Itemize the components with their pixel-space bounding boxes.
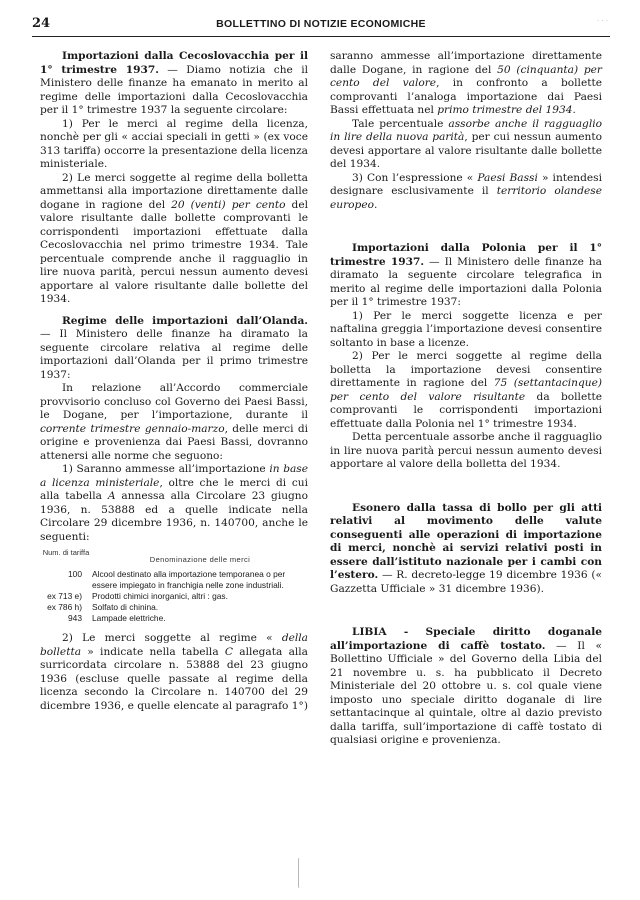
right-column bbox=[330, 50, 602, 748]
article-heading-cecoslovacchia: Importazioni dalla Cecoslovacchia per il 1° trimestre 1937. bbox=[40, 50, 308, 76]
table-row bbox=[40, 569, 308, 591]
goods-description: Solfato di chinina. bbox=[92, 602, 159, 612]
article-heading-olanda: Regime delle importazioni dall’Olanda. bbox=[62, 314, 308, 327]
article-cecoslovacchia-intro: Importazioni dalla Cecoslovacchia per il 1° trimestre 1937. — Diamo notizia che il Ministero delle finanze ha emanato in merito al regime delle importazioni dalla Cecoslovacchia per il 1° trimestre 1937 la seguente circolare: bbox=[40, 50, 308, 116]
column-header-num: Num. di tariffa bbox=[42, 548, 90, 557]
tariff-number: 943 bbox=[68, 613, 82, 623]
paragraph: 3) Con l’espressione « Paesi Bassi » intendesi designare esclusivamente il territorio olandese europeo. bbox=[330, 171, 602, 211]
paragraph: 2) Le merci soggette al regime della bolletta ammettansi alla importazione direttamente dalle dogane in ragione del 20 (venti) per cento del valore risultante dalle bollette comprovanti le corrispondenti importazioni effettuate dalla Cecoslovacchia nel primo trimestre 1934. Tale percentuale comprende anche il ragguaglio in lire nuova parità, percui nessun aumento devesi apportare al valore risultante dalle bollette del 1934. bbox=[40, 171, 308, 305]
article-heading-esonero: Esonero dalla tassa di bollo per gli atti relativi al movimento delle valute conseguenti alle operazioni di importazione di merci, nonchè ai servizi relativi posti in essere dall’istituto nazionale per i cambi con l’estero. bbox=[330, 501, 602, 581]
paragraph: Detta percentuale assorbe anche il ragguaglio in lire nuova parità percui nessun aumento devesi apportare al valore della bolletta del 1934. bbox=[330, 431, 602, 470]
table-row bbox=[40, 613, 308, 624]
tariff-number: ex 713 e) bbox=[47, 591, 82, 601]
article-olanda-intro: Regime delle importazioni dall’Olanda. — Il Ministero delle finanze ha diramato la seguente circolare relativa al regime delle importazioni dall’Olanda per il primo trimestre 1937: bbox=[40, 314, 308, 381]
column-header-denominazione: Denominazione delle merci bbox=[149, 555, 251, 564]
running-title: BOLLETTINO DI NOTIZIE ECONOMICHE bbox=[216, 18, 426, 30]
article-libia: LIBIA - Speciale diritto doganale all’importazione di caffè tostato. — Il « Bollettino Ufficiale » del Governo della Libia del 21 novembre u. s. ha pubblicato il Decreto Ministeriale del 20 ottobre u. s. col quale viene imposto uno speciale diritto doganale di lire settantacinque al quintale, oltre al dazio previsto dalla tariffa, sull’importazione di caffè tostato di qualsiasi origine e provenienza. bbox=[330, 626, 602, 746]
goods-description: Lampade elettriche. bbox=[92, 613, 166, 623]
paragraph: 2) Per le merci soggette al regime della bolletta la importazione devesi consentire direttamente in ragione del 75 (settantacinque) per cento del valore risultante da bollette comprovanti le corrispondenti importazioni effettuate dalla Polonia nel 1° trimestre 1934. bbox=[330, 350, 602, 430]
goods-table bbox=[40, 548, 308, 624]
goods-description: Alcool destinato alla importazione temporanea o per essere impiegato in franchigia nelle zone industriali. bbox=[92, 569, 286, 590]
paragraph: 1) Per le merci soggette licenza e per naftalina greggia l’importazione devesi consentire soltanto in base a licenze. bbox=[330, 309, 602, 349]
scan-mark bbox=[298, 858, 301, 888]
article-polonia-intro: Importazioni dalla Polonia per il 1° trimestre 1937. — Il Ministero delle finanze ha diramato la seguente circolare telegrafica in merito al regime delle importazioni dalla Polonia per il 1° trimestre 1937: bbox=[330, 242, 602, 308]
page-number: 24 bbox=[32, 16, 51, 31]
table-row bbox=[40, 591, 308, 602]
table-row bbox=[40, 602, 308, 613]
corner-mark: · · · bbox=[596, 17, 608, 25]
paragraph: 1) Saranno ammesse all’importazione in base a licenza ministeriale, oltre che le merci di cui alla tabella A annessa alla Circolare 23 giugno 1936, n. 53888 ed a quelle indicate nella Circolare 29 dicembre 1936, n. 140700, anche le seguenti: bbox=[40, 463, 309, 543]
page-header bbox=[32, 14, 610, 37]
left-column bbox=[40, 50, 308, 713]
table-header bbox=[40, 548, 308, 565]
tariff-number: 100 bbox=[68, 569, 82, 579]
goods-description: Prodotti chimici inorganici, altri : gas. bbox=[92, 591, 228, 601]
paragraph: Tale percentuale assorbe anche il ragguaglio in lire della nuova parità, per cui nessun aumento devesi apportare al valore risultante dalle bollette del 1934. bbox=[330, 117, 602, 170]
article-esonero: Esonero dalla tassa di bollo per gli atti relativi al movimento delle valute conseguenti alle operazioni di importazione di merci, nonchè ai servizi relativi posti in essere dall’istituto nazionale per i cambi con l’estero. — R. decreto-legge 19 dicembre 1936 (« Gazzetta Ufficiale » 31 dicembre 1936). bbox=[330, 501, 602, 595]
paragraph: 2) Le merci soggette al regime « della bolletta » indicate nella tabella C allegata alla surricordata circolare n. 53888 del 23 giugno 1936 (escluse quelle passate al regime della licenza secondo la Circolare n. 140700 del 29 dicembre 1936, e quelle elencate al paragrafo 1°) bbox=[40, 632, 308, 712]
paragraph: In relazione all’Accordo commerciale provvisorio concluso col Governo dei Paesi Bassi, le Dogane, per l’importazione, durante il corrente trimestre gennaio-marzo, delle merci di origine e provenienza dai Paesi Bassi, dovranno attenersi alle norme che seguono: bbox=[40, 382, 308, 462]
article-heading-libia: LIBIA - Speciale diritto doganale all’importazione di caffè tostato. bbox=[330, 626, 602, 652]
article-heading-polonia: Importazioni dalla Polonia per il 1° trimestre 1937. bbox=[330, 242, 602, 268]
paragraph: saranno ammesse all’importazione direttamente dalle Dogane, in ragione del 50 (cinquanta) per cento del valore, in confronto a bollette comprovanti l’analoga importazione dai Paesi Bassi effettuata nel primo trimestre del 1934. bbox=[330, 50, 602, 116]
paragraph: 1) Per le merci al regime della licenza, nonchè per gli « acciai speciali in getti » (ex voce 313 tariffa) occorre la presentazione della licenza ministeriale. bbox=[40, 117, 308, 170]
tariff-number: ex 786 h) bbox=[47, 602, 82, 612]
